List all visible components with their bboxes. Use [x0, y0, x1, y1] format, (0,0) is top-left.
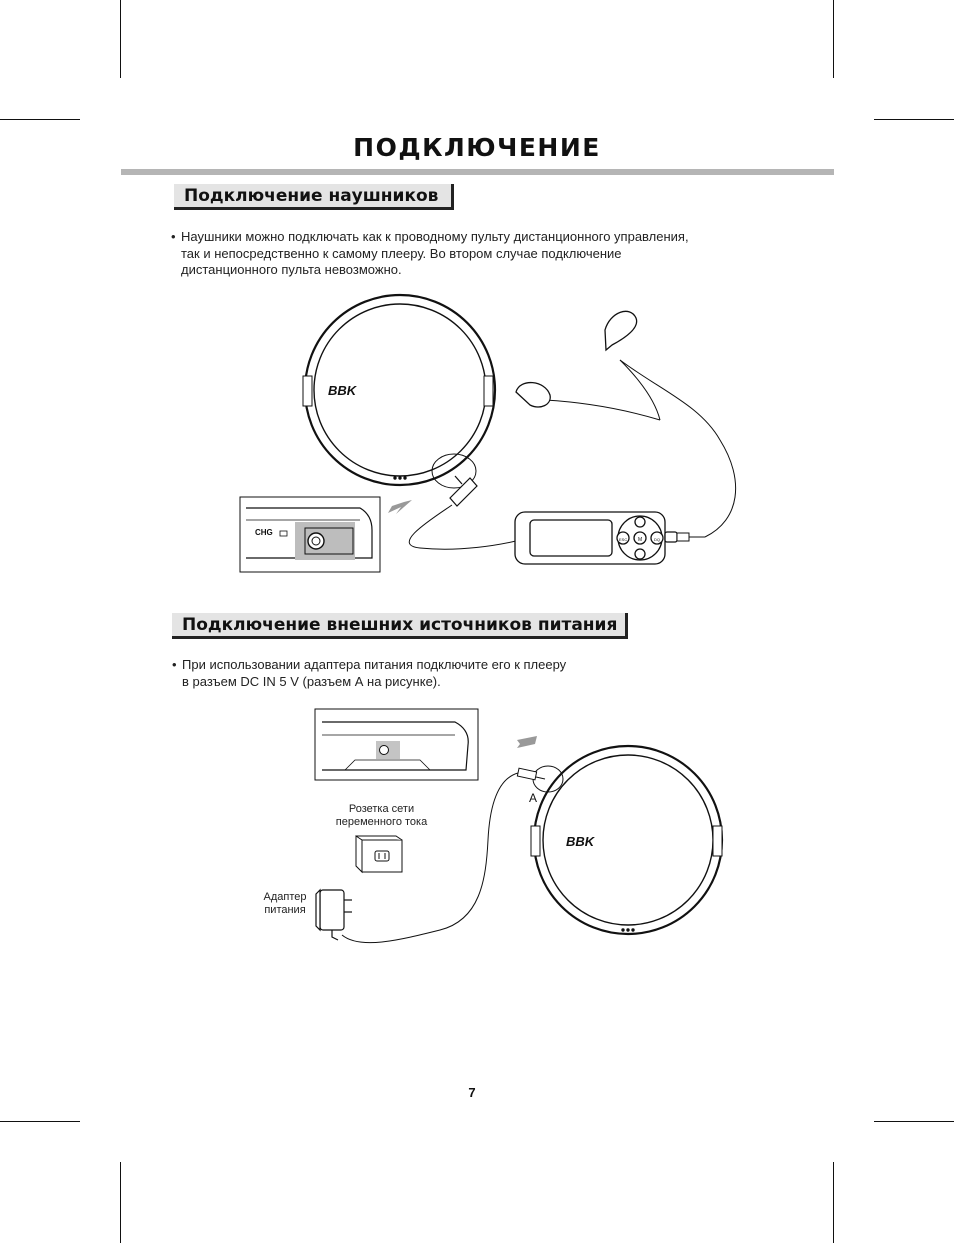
adapter-label-line: питания — [264, 904, 306, 916]
remote-button-m: M — [638, 537, 643, 543]
player-logo: BBK — [328, 383, 357, 398]
connector-label: А — [529, 791, 538, 805]
socket-label — [323, 803, 440, 829]
section-heading-power-text: Подключение внешних источников питания — [182, 615, 618, 635]
inset-dc-detail — [315, 709, 478, 780]
bullet-line: так и непосредственно к самому плееру. Во втором случае подключение — [181, 245, 622, 261]
remote-button-esc: ESC — [619, 537, 628, 542]
wall-socket-icon — [356, 836, 402, 872]
adapter-label — [257, 891, 313, 917]
socket-label-line: Розетка сети — [348, 803, 415, 815]
page-title: ПОДКЛЮЧЕНИЕ — [353, 133, 601, 162]
remote-button-dq: DQ — [654, 537, 660, 542]
jack-label: CHG — [255, 528, 273, 537]
player-disc — [531, 746, 722, 934]
section-heading-headphones-text: Подключение наушников — [184, 186, 439, 206]
bullet-line: дистанционного пульта невозможно. — [181, 262, 402, 277]
bullet-line: Наушники можно подключать как к проводному пульту дистанционного управления, — [181, 229, 689, 244]
dc-plug — [517, 768, 545, 780]
bullet-line: в разъем DC IN 5 V (разъем А на рисунке). — [182, 673, 441, 689]
page-number: 7 — [468, 1085, 476, 1100]
arrow-icon — [517, 736, 537, 748]
power-adapter-icon — [316, 890, 352, 940]
bullet-dot: • — [171, 229, 176, 244]
bullet-line: При использовании адаптера питания подключите его к плееру — [182, 657, 567, 672]
bullet-dot: • — [172, 657, 177, 672]
player-logo: BBK — [566, 834, 595, 849]
socket-label-line: переменного тока — [335, 816, 428, 828]
adapter-label-line: Адаптер — [263, 891, 307, 903]
